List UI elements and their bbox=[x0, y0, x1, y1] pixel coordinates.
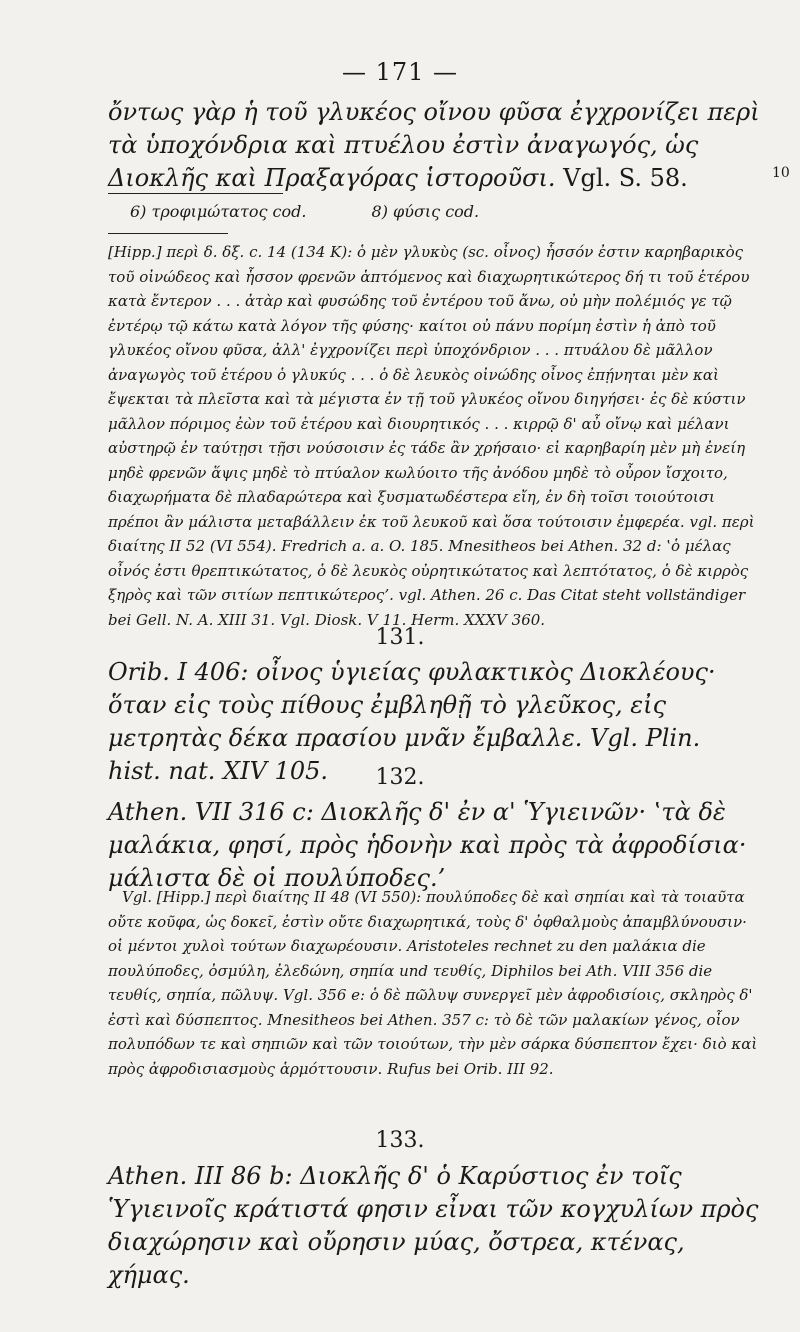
top-passage-reference: Vgl. S. 58. bbox=[563, 164, 688, 192]
section-132-text: Athen. VII 316 c: Διοκλῆς δ' ἐν α' Ὑγιεινῶν· ‛τὰ δὲ μαλάκια, φησί, πρὸς ἡδονὴν καὶ πρὸς τὰ ἀφροδίσια· μάλιστα δὲ οἱ πουλύποδες.’ bbox=[108, 798, 747, 892]
section-number-132: 132. bbox=[375, 765, 425, 790]
section-number-133: 133. bbox=[375, 1128, 425, 1153]
footnote-8: 8) φύσις cod. bbox=[371, 202, 480, 221]
page-number: — 171 — bbox=[341, 58, 459, 86]
apparatus-notes bbox=[130, 202, 539, 221]
top-passage-greek: ὄντως γὰρ ἡ τοῦ γλυκέος οἴνου φῦσα ἐγχρονίζει περὶ τὰ ὑποχόνδρια καὶ πτυέλου ἐστὶν ἀναγωγός, ὡς Διοκλῆς καὶ Πραξαγόρας ἱστοροῦσι. bbox=[108, 98, 760, 192]
commentary-130: [Hipp.] περὶ δ. δξ. c. 14 (134 K): ὁ μὲν γλυκὺς (sc. οἶνος) ἧσσόν ἐστιν καρηβαρικὸς τοῦ οἰνώδεος καὶ ἧσσον φρενῶν ἁπτόμενος καὶ διαχωρητικώτερος δή τι τοῦ ἑτέρου κατὰ ἔντερον . . . ἀτὰρ καὶ φυσώδης τοῦ ἐντέρου τοῦ ἄνω, οὐ μὴν πολέμιός γε τῷ ἐντέρῳ τῷ κάτω κατὰ λόγον τῆς φύσης· καίτοι οὐ πάνυ πορίμη ἐστὶν ἡ ἀπὸ τοῦ γλυκέος οἴνου φῦσα, ἀλλ' ἐγχρονίζει περὶ ὑποχόνδριον . . . πτυάλου δὲ μᾶλλον ἀναγωγὸς τοῦ ἑτέρου ὁ γλυκύς . . . ὁ δὲ λευκὸς οἰνώδης οἶνος ἐπῄνηται μὲν καὶ ἔψεκται τὰ πλεῖστα καὶ τὰ μέγιστα ἐν τῇ τοῦ γλυκέος οἴνου διηγήσει· ἐς δὲ κύστιν μᾶλλον πόριμος ἐὼν τοῦ ἑτέρου καὶ διουρητικός . . . κιρρῷ δ' αὖ οἴνῳ καὶ μέλανι αὐστηρῷ ἐν ταύτῃσι τῇσι νούσοισιν ἐς τάδε ἂν χρήσαιο· εἰ καρηβαρίη μὲν μὴ ἐνείη μηδὲ φρενῶν ἅψις μηδὲ τὸ πτύαλον κωλύοιτο τῆς ἀνόδου μηδὲ τὸ οὖρον ἴσχοιτο, διαχωρήματα δὲ πλαδαρώτερα καὶ ξυσματωδέστερα εἴη, ἐν δὴ τοῖσι τοιούτοισι πρέποι ἂν μάλιστα μεταβάλλειν ἐκ τοῦ λευκοῦ καὶ ὅσα τούτοισιν ἐμφερέα. vgl. περὶ διαίτης II 52 (VI 554). Fredrich a. a. O. 185. Mnesitheos bei Athen. 32 d: ‛ὁ μέλας οἶνός ἐστι θρεπτικώτατος, ὁ δὲ λευκὸς οὐρητικώτατος καὶ λεπτότατος, ὁ δὲ κιρρὸς ξηρὸς καὶ τῶν σιτίων πεπτικώτερος’. vgl. Athen. 26 c. Das Citat steht vollständiger bei Gell. N. A. XIII 31. Vgl. Diosk. V 11. Herm. XXXV 360. bbox=[108, 243, 755, 629]
top-passage bbox=[108, 96, 760, 195]
section-133-text: Athen. III 86 b: Διοκλῆς δ' ὁ Καρύστιος ἐν τοῖς Ὑγιεινοῖς κράτιστά φησιν εἶναι τῶν κογχυλίων πρὸς διαχώρησιν καὶ οὔρησιν μύας, ὄστρεα, κτένας, χήμας. bbox=[108, 1162, 759, 1289]
footnote-rule bbox=[108, 193, 283, 194]
footnote-6: 6) τροφιμώτατος cod. bbox=[130, 202, 307, 221]
section-132-commentary: Vgl. [Hipp.] περὶ διαίτης II 48 (VI 550): πουλύποδες δὲ καὶ σηπίαι καὶ τὰ τοιαῦτα οὔτε κοῦφα, ὡς δοκεῖ, ἐστὶν οὔτε διαχωρητικά, τοὺς δ' ὀφθαλμοὺς ἀπαμβλύνουσιν· οἱ μέντοι χυλοὶ τούτων διαχωρέουσιν. Aristoteles rechnet zu den μαλάκια die πουλύποδες, ὀσμύλη, ἐλεδώνη, σηπία und τευθίς, Diphilos bei Ath. VIII 356 die τευθίς, σηπία, πῶλυψ. Vgl. 356 e: ὁ δὲ πῶλυψ συνεργεῖ μὲν ἀφροδισίοις, σκληρὸς δ' ἐστὶ καὶ δύσπεπτος. Mnesitheos bei Athen. 357 c: τὸ δὲ τῶν μαλακίων γένος, οἷον πολυπόδων τε καὶ σηπιῶν καὶ τῶν τοιούτων, τὴν μὲν σάρκα δύσπεπτον ἔχει· διὸ καὶ πρὸς ἀφροδισιασμοὺς ἁρμόττουσιν. Rufus bei Orib. III 92. bbox=[108, 888, 758, 1078]
commentary-rule bbox=[108, 233, 228, 234]
section-131-text: Orib. I 406: οἶνος ὑγιείας φυλακτικὸς Διοκλέους· ὅταν εἰς τοὺς πίθους ἐμβληθῇ τὸ γλεῦκος, εἰς μετρητὰς δέκα πρασίου μνᾶν ἔμβαλλε. Vgl. Plin. hist. nat. XIV 105. bbox=[108, 658, 716, 785]
section-number-131: 131. bbox=[375, 625, 425, 650]
margin-line-number: 10 bbox=[772, 165, 790, 181]
